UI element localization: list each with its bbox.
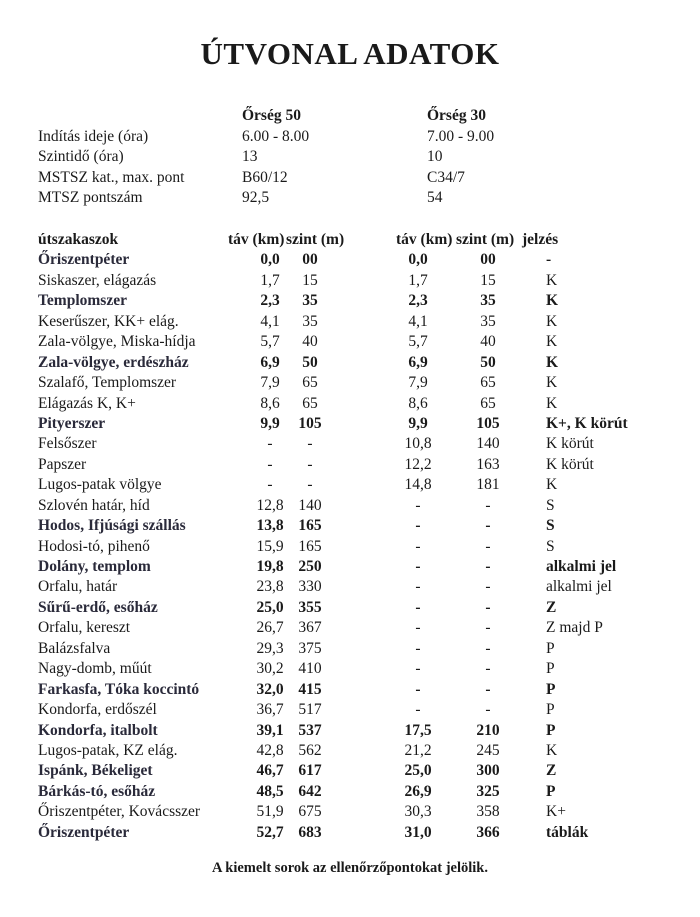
- distance-30: 17,5: [404, 721, 432, 739]
- route-row: [38, 332, 678, 352]
- distance-50: 26,7: [256, 619, 284, 637]
- distance-30: 12,2: [404, 455, 432, 473]
- route-row: [38, 577, 678, 597]
- distance-50: 6,9: [260, 353, 280, 371]
- route-row: [38, 434, 678, 454]
- elevation-30: 00: [480, 251, 496, 269]
- elevation-30: 65: [480, 374, 496, 392]
- distance-50: 51,9: [256, 803, 284, 821]
- distance-30: 5,7: [408, 333, 428, 351]
- marking: K: [546, 333, 558, 351]
- elevation-50: 675: [298, 803, 322, 821]
- elevation-50: 330: [298, 578, 322, 596]
- segment-name: Lugos-patak, KZ elág.: [38, 741, 178, 759]
- distance-30: 30,3: [404, 803, 432, 821]
- summary-label: MSTSZ kat., max. pont: [38, 168, 185, 186]
- distance-30: 7,9: [408, 374, 428, 392]
- distance-50: 36,7: [256, 701, 284, 719]
- header-elevation-30: szint (m): [456, 231, 515, 248]
- elevation-30: 245: [476, 741, 500, 759]
- marking: K: [546, 312, 558, 330]
- elevation-30: 15: [480, 271, 496, 289]
- elevation-30: -: [485, 578, 491, 596]
- distance-30: -: [415, 619, 421, 637]
- route-rows: [38, 250, 678, 843]
- route-row: [38, 271, 678, 291]
- marking: táblák: [546, 823, 589, 841]
- segment-name: Templomszer: [38, 292, 127, 310]
- marking: K: [546, 353, 559, 371]
- segment-name: Elágazás K, K+: [38, 394, 136, 412]
- route-row: [38, 659, 678, 679]
- elevation-30: 181: [476, 476, 500, 494]
- footnote: A kiemelt sorok az ellenőrzőpontokat jelölik.: [211, 860, 489, 876]
- segment-name: Siskaszer, elágazás: [38, 271, 157, 289]
- marking: alkalmi jel: [546, 558, 617, 575]
- route-row-checkpoint: [38, 782, 678, 802]
- distance-50: 8,6: [260, 394, 280, 412]
- distance-30: -: [415, 701, 421, 719]
- distance-30: -: [415, 537, 421, 555]
- distance-30: 26,9: [404, 782, 432, 800]
- route-row: [38, 455, 678, 475]
- distance-50: -: [267, 435, 273, 453]
- distance-30: 9,9: [408, 414, 428, 432]
- elevation-50: 375: [298, 639, 322, 657]
- elevation-50: -: [307, 435, 313, 453]
- distance-50: 23,8: [256, 578, 284, 596]
- route-row: [38, 475, 678, 495]
- segment-name: Őriszentpéter, Kovácsszer: [38, 803, 201, 821]
- elevation-50: 165: [298, 537, 322, 555]
- elevation-30: 40: [480, 333, 496, 351]
- marking: K körút: [546, 455, 594, 473]
- route-row-checkpoint: [38, 414, 678, 434]
- distance-50: 30,2: [256, 660, 284, 678]
- distance-50: 46,7: [256, 762, 284, 780]
- summary-label: MTSZ pontszám: [38, 189, 143, 207]
- segment-name: Pityerszer: [38, 414, 106, 432]
- distance-30: 0,0: [408, 251, 428, 269]
- distance-30: 25,0: [404, 762, 432, 780]
- marking: K: [546, 292, 559, 310]
- summary-value-30: 7.00 - 9.00: [427, 127, 495, 145]
- route-row-checkpoint: [38, 516, 678, 536]
- elevation-50: -: [307, 476, 313, 494]
- summary-header-orseg-50: Őrség 50: [242, 107, 301, 124]
- distance-30: -: [415, 660, 421, 678]
- header-marking: jelzés: [522, 231, 559, 248]
- elevation-50: 40: [302, 333, 318, 351]
- elevation-50: 65: [302, 394, 318, 412]
- distance-30: 2,3: [408, 292, 428, 310]
- distance-50: 48,5: [256, 782, 284, 800]
- segment-name: Hodosi-tó, pihenő: [38, 537, 150, 555]
- distance-50: 0,0: [260, 251, 280, 269]
- route-row-checkpoint: [38, 353, 678, 373]
- header-distance-50: táv (km): [228, 231, 285, 248]
- marking: P: [546, 721, 556, 739]
- segment-name: Ispánk, Békeliget: [38, 762, 153, 780]
- elevation-30: 65: [480, 394, 496, 412]
- marking: P: [546, 701, 555, 719]
- summary-value-30: 54: [427, 189, 443, 207]
- marking: K: [546, 271, 558, 289]
- marking: K körút: [546, 435, 594, 453]
- distance-30: 4,1: [408, 312, 428, 330]
- route-row-checkpoint: [38, 291, 678, 311]
- distance-50: -: [267, 455, 273, 473]
- segment-name: Keserűszer, KK+ elág.: [38, 312, 179, 330]
- summary-value-50: 92,5: [242, 189, 270, 207]
- marking: K+, K körút: [546, 414, 628, 432]
- route-header-row: [38, 230, 678, 250]
- elevation-50: 683: [298, 823, 322, 841]
- elevation-30: 366: [476, 823, 500, 841]
- marking: P: [546, 782, 556, 800]
- distance-30: -: [415, 598, 421, 616]
- segment-name: Őriszentpéter: [38, 823, 130, 841]
- elevation-50: -: [307, 455, 313, 473]
- marking: alkalmi jel: [546, 578, 612, 596]
- summary-label: Szintidő (óra): [38, 148, 124, 166]
- elevation-50: 15: [302, 271, 318, 289]
- distance-50: 2,3: [260, 292, 280, 310]
- elevation-30: -: [485, 558, 491, 575]
- elevation-30: -: [485, 680, 491, 698]
- segment-name: Balázsfalva: [38, 639, 111, 657]
- elevation-30: 105: [476, 414, 500, 432]
- marking: S: [546, 496, 555, 514]
- route-table: [38, 230, 678, 843]
- distance-50: 13,8: [256, 517, 284, 535]
- summary-value-50: 13: [242, 148, 258, 166]
- elevation-50: 250: [298, 558, 322, 575]
- elevation-50: 367: [298, 619, 322, 637]
- elevation-50: 50: [302, 353, 318, 371]
- header-elevation-50: szint (m): [286, 231, 345, 248]
- elevation-50: 00: [302, 251, 318, 269]
- route-row: [38, 618, 678, 638]
- elevation-30: 50: [480, 353, 496, 371]
- marking: K: [546, 741, 558, 759]
- distance-30: 6,9: [408, 353, 428, 371]
- page-title: ÚTVONAL ADATOK: [200, 36, 500, 71]
- elevation-30: -: [485, 660, 491, 678]
- distance-30: 1,7: [408, 271, 428, 289]
- summary-header-row: [38, 106, 678, 127]
- elevation-50: 35: [302, 292, 318, 310]
- distance-50: 4,1: [260, 312, 280, 330]
- header-distance-30: táv (km): [396, 231, 453, 248]
- distance-50: 39,1: [256, 721, 284, 739]
- route-row: [38, 537, 678, 557]
- summary-value-30: 10: [427, 148, 443, 166]
- elevation-50: 617: [298, 762, 322, 780]
- elevation-30: 35: [480, 292, 496, 310]
- distance-50: 15,9: [256, 537, 284, 555]
- marking: K+: [546, 803, 566, 821]
- route-row: [38, 639, 678, 659]
- marking: P: [546, 639, 555, 657]
- route-row-checkpoint: [38, 680, 678, 700]
- elevation-30: 300: [476, 762, 500, 780]
- segment-name: Kondorfa, erdőszél: [38, 701, 157, 719]
- distance-50: 12,8: [256, 496, 284, 514]
- route-row-checkpoint: [38, 598, 678, 618]
- distance-30: -: [415, 517, 421, 535]
- route-row-checkpoint: [38, 823, 678, 843]
- marking: -: [546, 251, 552, 269]
- distance-50: 19,8: [256, 558, 284, 575]
- elevation-50: 355: [298, 598, 322, 616]
- route-row: [38, 700, 678, 720]
- distance-30: -: [415, 639, 421, 657]
- segment-name: Nagy-domb, műút: [38, 660, 152, 678]
- elevation-50: 415: [298, 680, 322, 698]
- distance-30: 10,8: [404, 435, 432, 453]
- elevation-50: 65: [302, 374, 318, 392]
- marking: S: [546, 537, 555, 555]
- segment-name: Zala-völgye, Miska-hídja: [38, 333, 196, 351]
- segment-name: Bárkás-tó, esőház: [38, 782, 156, 800]
- segment-name: Sűrű-erdő, esőház: [38, 598, 158, 616]
- segment-name: Orfalu, kereszt: [38, 619, 131, 637]
- elevation-30: -: [485, 701, 491, 719]
- distance-50: 42,8: [256, 741, 284, 759]
- route-row: [38, 312, 678, 332]
- marking: K: [546, 476, 558, 494]
- segment-name: Kondorfa, italbolt: [38, 721, 158, 739]
- summary-header-orseg-30: Őrség 30: [427, 107, 486, 124]
- elevation-30: -: [485, 537, 491, 555]
- distance-30: -: [415, 558, 421, 575]
- elevation-30: 163: [476, 455, 500, 473]
- segment-name: Szalafő, Templomszer: [38, 374, 177, 392]
- segment-name: Farkasfa, Tóka koccintó: [38, 680, 200, 698]
- route-row-checkpoint: [38, 557, 678, 577]
- distance-50: 9,9: [260, 414, 280, 432]
- segment-name: Zala-völgye, erdészház: [38, 353, 189, 371]
- route-row-checkpoint: [38, 721, 678, 741]
- elevation-30: -: [485, 598, 491, 616]
- distance-30: -: [415, 496, 421, 514]
- elevation-30: 35: [480, 312, 496, 330]
- segment-name: Orfalu, határ: [38, 578, 118, 596]
- distance-30: 8,6: [408, 394, 428, 412]
- distance-50: -: [267, 476, 273, 494]
- elevation-30: 358: [476, 803, 500, 821]
- summary-value-50: B60/12: [242, 168, 288, 186]
- elevation-50: 642: [298, 782, 322, 800]
- distance-50: 29,3: [256, 639, 284, 657]
- segment-name: Papszer: [38, 455, 87, 473]
- segment-name: Szlovén határ, híd: [38, 496, 150, 514]
- marking: P: [546, 660, 555, 678]
- route-row: [38, 802, 678, 822]
- elevation-30: 140: [476, 435, 500, 453]
- marking: Z majd P: [546, 619, 603, 637]
- elevation-50: 517: [298, 701, 322, 719]
- segment-name: Lugos-patak völgye: [38, 476, 162, 494]
- route-row-checkpoint: [38, 250, 678, 270]
- elevation-30: -: [485, 496, 491, 514]
- elevation-50: 35: [302, 312, 318, 330]
- route-row: [38, 741, 678, 761]
- marking: P: [546, 680, 556, 698]
- distance-50: 25,0: [256, 598, 284, 616]
- elevation-30: -: [485, 619, 491, 637]
- summary-value-50: 6.00 - 8.00: [242, 127, 310, 145]
- marking: K: [546, 394, 558, 412]
- elevation-50: 562: [298, 741, 322, 759]
- distance-50: 7,9: [260, 374, 280, 392]
- elevation-50: 537: [298, 721, 322, 739]
- distance-30: 21,2: [404, 741, 432, 759]
- elevation-30: 210: [476, 721, 500, 739]
- marking: K: [546, 374, 558, 392]
- segment-name: Dolány, templom: [38, 558, 151, 575]
- distance-30: -: [415, 578, 421, 596]
- distance-50: 32,0: [256, 680, 284, 698]
- summary-label: Indítás ideje (óra): [38, 127, 149, 145]
- elevation-50: 105: [298, 414, 322, 432]
- header-segments: útszakaszok: [38, 231, 119, 248]
- elevation-50: 410: [298, 660, 322, 678]
- distance-50: 1,7: [260, 271, 280, 289]
- summary-row: [38, 168, 678, 189]
- summary-row: [38, 127, 678, 148]
- summary-row: [38, 188, 678, 209]
- distance-30: 14,8: [404, 476, 432, 494]
- distance-50: 52,7: [256, 823, 284, 841]
- route-row: [38, 373, 678, 393]
- distance-30: -: [415, 680, 421, 698]
- marking: Z: [546, 762, 557, 780]
- elevation-50: 140: [298, 496, 322, 514]
- marking: Z: [546, 598, 557, 616]
- summary-row: [38, 147, 678, 168]
- route-row: [38, 496, 678, 516]
- elevation-50: 165: [298, 517, 322, 535]
- elevation-30: -: [485, 639, 491, 657]
- elevation-30: 325: [476, 782, 500, 800]
- summary-value-30: C34/7: [427, 168, 465, 186]
- marking: S: [546, 517, 555, 535]
- segment-name: Hodos, Ifjúsági szállás: [38, 517, 186, 535]
- segment-name: Felsőszer: [38, 435, 97, 453]
- distance-50: 5,7: [260, 333, 280, 351]
- route-row: [38, 394, 678, 414]
- distance-30: 31,0: [404, 823, 432, 841]
- summary-table: [38, 106, 678, 209]
- route-row-checkpoint: [38, 761, 678, 781]
- segment-name: Őriszentpéter: [38, 251, 130, 269]
- elevation-30: -: [485, 517, 491, 535]
